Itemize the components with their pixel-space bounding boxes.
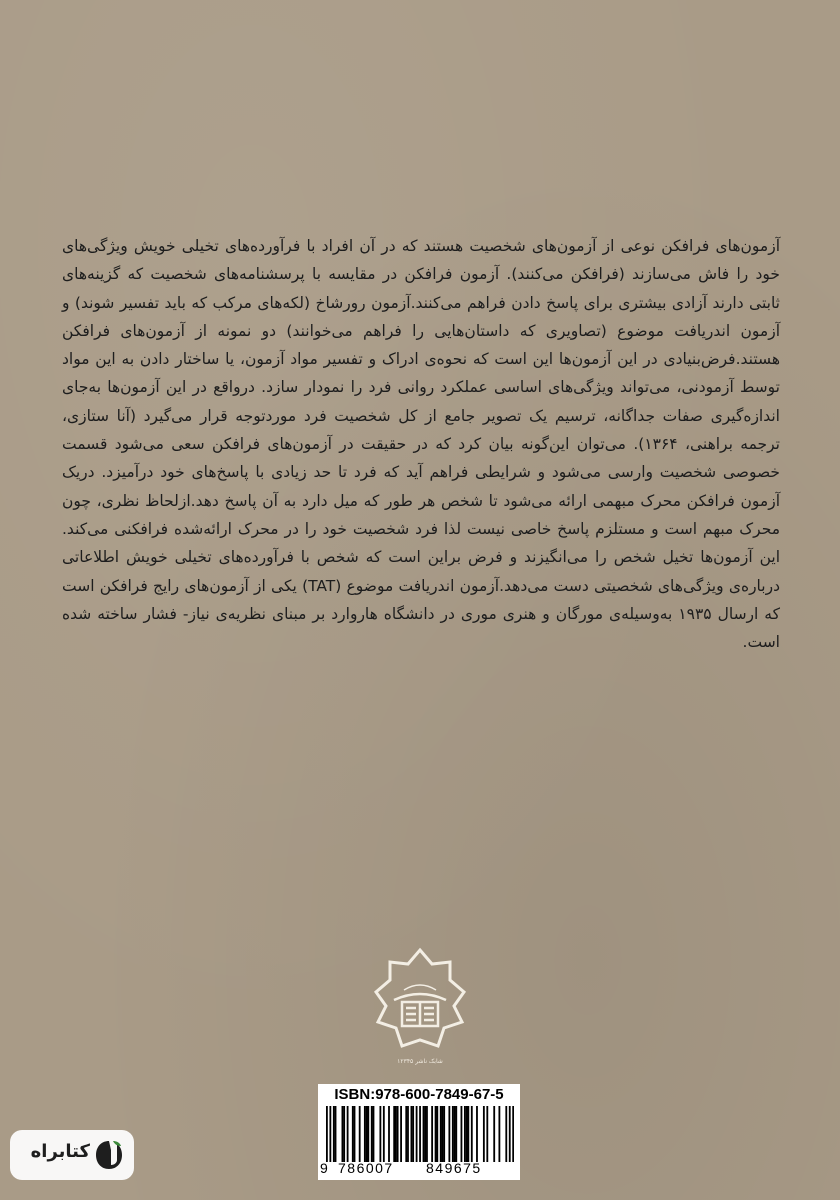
barcode-bar — [333, 1106, 335, 1162]
ketabrah-watermark — [10, 1130, 134, 1180]
barcode-bar — [373, 1106, 375, 1162]
barcode-bar — [423, 1106, 425, 1162]
barcode-bar — [467, 1106, 469, 1162]
barcode-bar — [329, 1106, 331, 1162]
barcode-bar — [343, 1106, 345, 1162]
barcode-bar — [326, 1106, 328, 1162]
watermark-text: کتابراه — [30, 1141, 90, 1162]
barcode-bar — [405, 1106, 407, 1162]
barcode-bar — [509, 1106, 511, 1162]
barcode-bar — [383, 1106, 385, 1162]
barcode-bar — [512, 1106, 514, 1162]
barcode-bar — [466, 1106, 468, 1162]
barcode-bar — [493, 1106, 495, 1162]
barcode-bar — [471, 1106, 473, 1162]
barcode-bar — [352, 1106, 354, 1162]
barcode-bar — [464, 1106, 466, 1162]
barcode-bar — [455, 1106, 457, 1162]
barcode-bar — [395, 1106, 397, 1162]
barcode-bar — [367, 1106, 369, 1162]
barcode-bar — [379, 1106, 381, 1162]
barcode-bar — [407, 1106, 409, 1162]
barcode-bar — [359, 1106, 361, 1162]
barcode-digits-group-2: 849675 — [426, 1160, 482, 1176]
publisher-emblem-book-icon — [364, 944, 476, 1056]
barcode-bar — [397, 1106, 399, 1162]
barcode-bar — [393, 1106, 395, 1162]
barcode-bar — [435, 1106, 437, 1162]
barcode-bar — [424, 1106, 426, 1162]
barcode-bar — [411, 1106, 413, 1162]
barcode-bar — [400, 1106, 402, 1162]
barcode-bar — [347, 1106, 349, 1162]
barcode-digits-group-1: 786007 — [338, 1160, 394, 1176]
barcode-bar — [354, 1106, 356, 1162]
barcode-bar — [476, 1106, 478, 1162]
barcode-bar — [335, 1106, 337, 1162]
barcode-digit-first: 9 — [320, 1160, 328, 1176]
ketabrah-logo-icon — [92, 1138, 126, 1172]
barcode-bar — [461, 1106, 463, 1162]
barcode-bar — [454, 1106, 456, 1162]
barcode-bar — [371, 1106, 373, 1162]
barcode-bar — [342, 1106, 344, 1162]
barcode-bar — [442, 1106, 444, 1162]
barcode-bar — [412, 1106, 414, 1162]
isbn-label: ISBN:978-600-7849-67-5 — [334, 1086, 504, 1103]
barcode-bar — [419, 1106, 421, 1162]
barcode-bar — [505, 1106, 507, 1162]
barcode-bar — [364, 1106, 366, 1162]
publisher-caption: شابک ناشر ۱۲۳۴۵ — [397, 1058, 443, 1065]
barcode-bar — [452, 1106, 454, 1162]
synopsis-text: آزمون‌های فرافکن نوعی از آزمون‌های شخصیت هستند که در آن افراد با فرآورده‌های تخیلی خویش ویژگی‌های خود را فاش می‌سازند (فرافکن می‌کنند). آزمون فرافکن در مقایسه با پرسشنامه‌های شخصیت که گزینه‌های ثابتی دارند آزادی بیشتری برای پاسخ دادن فراهم می‌کنند.آزمون رورشاخ (لکه‌های مرکب که باید تفسیر شوند) و آزمون اندریافت موضوع (تصاویری که داستان‌هایی را فراهم می‌خوانند) دو نمونه از آزمون‌های فرافکن هستند.فرض‌بنیادی در این آزمون‌ها این است که نحوه‌ی ادراک و تفسیر مواد آزمون، یا ساختار دادن به این مواد توسط آزمودنی، می‌تواند ویژگی‌های اساسی عملکرد روانی فرد را نمودار سازد. درواقع در این آزمون‌ها به‌جای اندازه‌گیری صفات جداگانه، ترسیم یک تصویر جامع از کل شخصیت فرد موردتوجه قرار می‌گیرد (آنا ستازی، ترجمه براهنی، ۱۳۶۴). می‌توان این‌گونه بیان کرد که در حقیقت در آزمون‌های فرافکن سعی می‌شود قسمت خصوصی شخصیت وارسی می‌شود و شرایطی فراهم آید که فرد تا حد زیادی با پاسخ‌های خود درآمیزد. دریک آزمون فرافکن محرک مبهمی ارائه می‌شود تا شخص هر طور که میل دارد به آن پاسخ دهد.ازلحاظ نظری، چون محرک مبهم است و مستلزم پاسخ خاصی نیست لذا فرد شخصیت خود را در محرک ارائه‌شده فرافکنی می‌کند. این آزمون‌ها تخیل شخص را می‌انگیزند و فرض براین است که شخص با فرآورده‌های تخیلی خویش اطلاعاتی درباره‌ی ویژگی‌های شخصیتی دست می‌دهد.آزمون اندریافت موضوع (TAT) یکی از آزمون‌های رایج فرافکن است که ارسال ۱۹۳۵ به‌وسیله‌ی مورگان و هنری موری در دانشگاه هاروارد بر مبنای نظریه‌ی نیاز- فشار ساخته شده است. — [62, 237, 781, 652]
barcode — [326, 1106, 514, 1162]
barcode-bar — [388, 1106, 390, 1162]
barcode-bar — [483, 1106, 485, 1162]
barcode-bar — [436, 1106, 438, 1162]
barcode-bar — [426, 1106, 428, 1162]
barcode-bar — [448, 1106, 450, 1162]
barcode-bar — [366, 1106, 368, 1162]
barcode-bar — [416, 1106, 418, 1162]
barcode-bar — [443, 1106, 445, 1162]
isbn-block — [318, 1084, 520, 1180]
barcode-bar — [440, 1106, 442, 1162]
barcode-bar — [431, 1106, 433, 1162]
barcode-bar — [486, 1106, 488, 1162]
barcode-bar — [498, 1106, 500, 1162]
